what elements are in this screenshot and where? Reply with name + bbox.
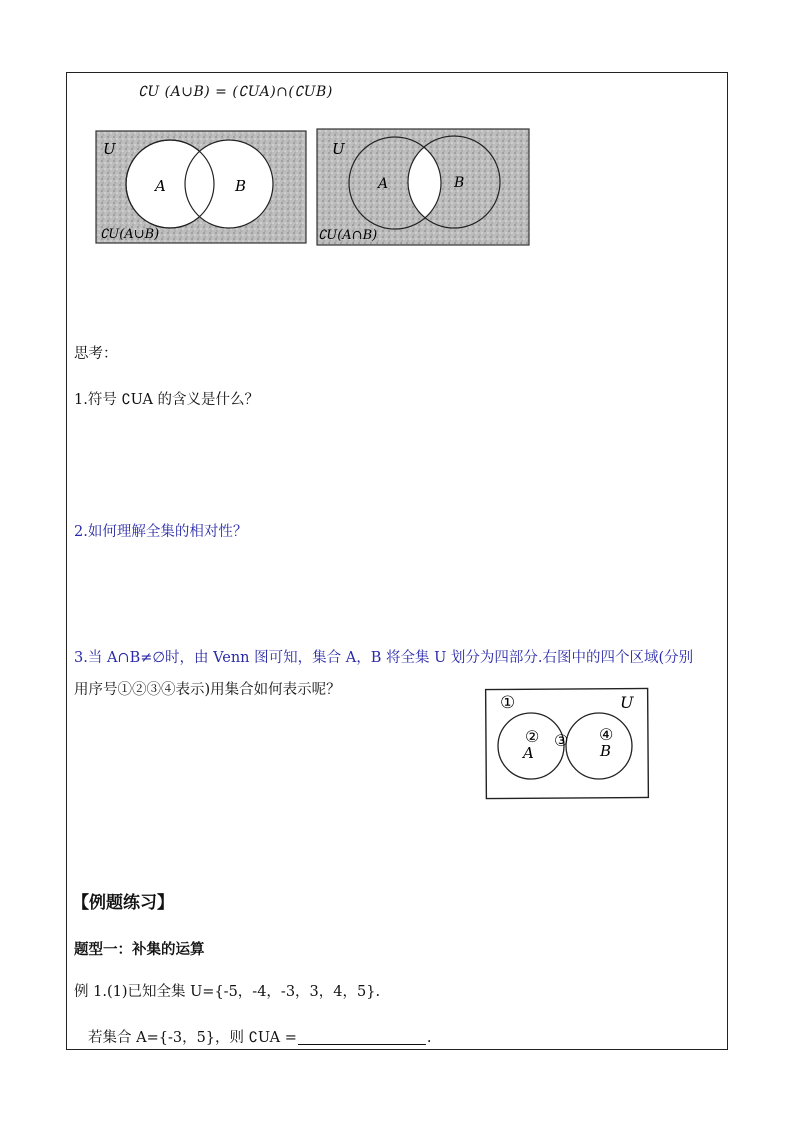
label-a: A [378, 176, 389, 192]
question-2: 2.如何理解全集的相对性？ [74, 524, 248, 540]
region-1-label: ① [500, 693, 516, 713]
label-u: U [103, 140, 116, 158]
label-b: B [600, 742, 612, 760]
label-b: B [454, 175, 465, 191]
venn-diagram-four-regions [484, 686, 652, 802]
venn-caption: ∁U(A∪B) [100, 227, 160, 242]
example-1-prefix: 若集合 A={-3，5}，则 ∁UA = [88, 1030, 297, 1046]
answer-blank[interactable] [298, 1030, 426, 1045]
example-1-line-1: 例 1.(1)已知全集 U={-5，-4，-3，3，4，5}. [74, 984, 381, 1000]
type-1-heading: 题型一：补集的运算 [74, 942, 205, 958]
label-b: B [235, 177, 247, 195]
set-b-circle [185, 140, 273, 228]
region-4-label: ④ [599, 725, 614, 744]
region-2-label: ② [525, 727, 540, 746]
region-3-label: ③ [554, 731, 569, 750]
think-heading: 思考： [74, 346, 118, 362]
example-1-line-2 [88, 1026, 431, 1047]
venn-diagram-intersection-complement [316, 128, 530, 246]
label-a: A [523, 744, 534, 762]
label-a: A [155, 177, 166, 195]
label-u: U [332, 140, 345, 158]
question-1: 1.符号 ∁UA 的含义是什么？ [74, 392, 260, 408]
venn-caption: ∁U(A∩B) [318, 228, 378, 243]
question-3-line-1: 3.当 A∩B≠∅时，由 Venn 图可知，集合 A，B 将全集 U 划分为四部分.右图中的四个区域(分别 [74, 650, 694, 666]
question-3-line-2: 用序号①②③④表示)用集合如何表示呢？ [74, 682, 341, 698]
venn-diagram-union-complement [95, 130, 307, 244]
example-1-suffix: . [426, 1030, 432, 1046]
label-u: U [620, 693, 634, 712]
complement-formula: ∁U (A∪B) = (∁UA)∩(∁UB) [138, 84, 333, 100]
practice-title: 【例题练习】 [72, 893, 174, 913]
